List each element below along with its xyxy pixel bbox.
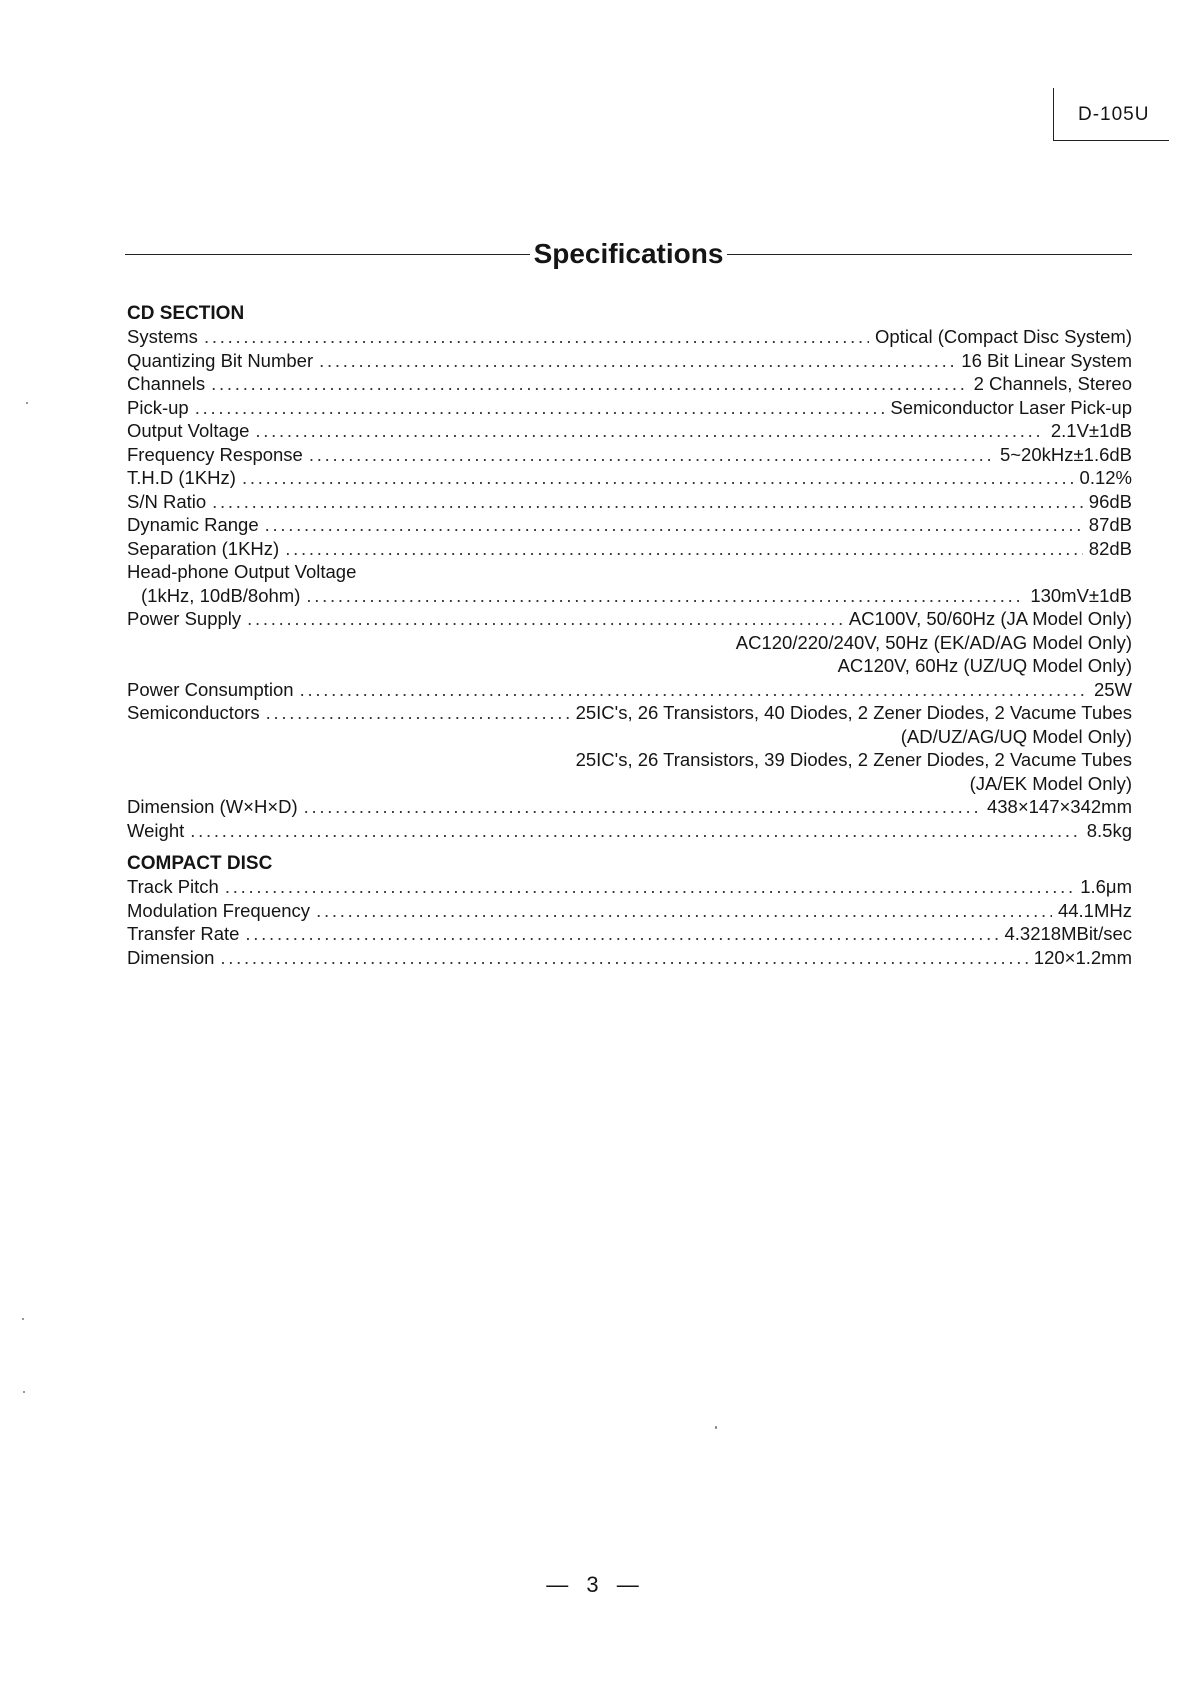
spec-list — [127, 301, 1132, 969]
spec-value: 5~20kHz±1.6dB — [999, 443, 1132, 465]
spec-continuation: 25IC's, 26 Transistors, 39 Diodes, 2 Zener Diodes, 2 Vacume Tubes — [575, 749, 1132, 770]
spec-label: Dimension (W×H×D) — [127, 796, 298, 817]
spec-row-channels — [127, 372, 1132, 396]
dot-leader — [245, 922, 998, 946]
spec-label: Modulation Frequency — [127, 899, 311, 921]
spec-value: 87dB — [1088, 514, 1132, 535]
spec-label: Separation (1KHz) — [127, 537, 280, 559]
spec-continuation: (JA/EK Model Only) — [969, 772, 1132, 794]
spec-row-power-consumption — [127, 678, 1132, 702]
spec-value: 2 Channels, Stereo — [973, 373, 1132, 394]
dot-leader — [265, 513, 1083, 537]
spec-label: Semiconductors — [127, 702, 260, 723]
dot-leader — [242, 466, 1074, 490]
title-rule-right — [727, 254, 1132, 255]
spec-value: Optical (Compact Disc System) — [875, 326, 1132, 347]
spec-row-semiconductors — [127, 701, 1132, 725]
spec-value: Semiconductor Laser Pick-up — [890, 396, 1132, 418]
spec-row-headphone — [127, 584, 1132, 608]
spec-value: 16 Bit Linear System — [961, 349, 1132, 371]
dot-leader — [204, 325, 869, 349]
scan-speck — [715, 1426, 717, 1429]
spec-row-dynamic-range — [127, 513, 1132, 537]
dot-leader — [309, 443, 994, 467]
spec-value: 25W — [1093, 678, 1132, 700]
spec-value: 4.3218MBit/sec — [1004, 923, 1132, 944]
dot-leader — [255, 419, 1044, 443]
spec-value: 82dB — [1088, 537, 1132, 559]
spec-row-transfer-rate — [127, 922, 1132, 946]
scan-speck — [23, 1391, 25, 1393]
dot-leader — [300, 678, 1088, 702]
dot-leader — [319, 349, 955, 373]
dot-leader — [247, 607, 843, 631]
spec-continuation: (AD/UZ/AG/UQ Model Only) — [900, 725, 1132, 747]
spec-label: Power Supply — [127, 608, 242, 629]
spec-label: Transfer Rate — [127, 923, 240, 944]
spec-value: 8.5kg — [1086, 819, 1132, 841]
spec-label: T.H.D (1KHz) — [127, 467, 236, 488]
spec-value: 25IC's, 26 Transistors, 40 Diodes, 2 Zener Diodes, 2 Vacume Tubes — [575, 702, 1132, 723]
spec-row-systems — [127, 325, 1132, 349]
dot-leader — [316, 899, 1052, 923]
dot-leader — [304, 795, 981, 819]
spec-row-headphone-label — [127, 560, 1132, 584]
dot-leader — [212, 490, 1083, 514]
spec-label: Power Consumption — [127, 678, 294, 700]
spec-row-separation — [127, 537, 1132, 561]
spec-row-weight — [127, 819, 1132, 843]
spec-label: S/N Ratio — [127, 490, 207, 512]
spec-value: 96dB — [1088, 490, 1132, 512]
spec-label: Quantizing Bit Number — [127, 349, 314, 371]
spec-label: Track Pitch — [127, 876, 219, 897]
spec-value: 0.12% — [1079, 467, 1132, 488]
spec-label: Dynamic Range — [127, 514, 259, 535]
spec-label: Channels — [127, 373, 206, 394]
spec-continuation: AC120/220/240V, 50Hz (EK/AD/AG Model Only) — [735, 631, 1132, 653]
spec-row-disc-dimension — [127, 946, 1132, 970]
spec-sublabel: (1kHz, 10dB/8ohm) — [141, 584, 301, 606]
spec-row-sn-ratio — [127, 490, 1132, 514]
dot-leader — [190, 819, 1080, 843]
title-rule-left — [125, 254, 530, 255]
spec-label: Frequency Response — [127, 443, 303, 465]
page-title-row — [125, 232, 1132, 276]
dot-leader — [220, 946, 1027, 970]
dot-leader — [225, 875, 1074, 899]
spec-value: AC100V, 50/60Hz (JA Model Only) — [848, 608, 1132, 629]
spec-label: Output Voltage — [127, 420, 250, 441]
spec-row-quantizing — [127, 349, 1132, 373]
dot-leader — [195, 396, 885, 420]
spec-row-track-pitch — [127, 875, 1132, 899]
spec-row-dimension — [127, 795, 1132, 819]
cd-section-heading: CD SECTION — [127, 303, 245, 324]
spec-value: 438×147×342mm — [986, 796, 1132, 817]
spec-label: Dimension — [127, 946, 215, 968]
spec-label: Head-phone Output Voltage — [127, 561, 357, 582]
model-number-box — [1053, 88, 1169, 141]
spec-value: 44.1MHz — [1057, 899, 1132, 921]
spec-label: Weight — [127, 819, 185, 841]
compact-disc-heading: COMPACT DISC — [127, 853, 273, 874]
spec-row-modulation — [127, 899, 1132, 923]
page-title: Specifications — [533, 238, 724, 269]
dot-leader — [306, 584, 1024, 608]
spec-row-output-voltage — [127, 419, 1132, 443]
spec-row-frequency-response — [127, 443, 1132, 467]
spec-value: 1.6μm — [1080, 876, 1132, 897]
spec-label: Pick-up — [127, 396, 189, 418]
spec-value: 2.1V±1dB — [1050, 420, 1132, 441]
spec-label: Systems — [127, 326, 198, 347]
dot-leader — [211, 372, 967, 396]
spec-value: 130mV±1dB — [1030, 584, 1132, 606]
scan-speck — [22, 1318, 24, 1320]
dot-leader — [285, 537, 1083, 561]
spec-row-thd — [127, 466, 1132, 490]
spec-row-pickup — [127, 396, 1132, 420]
section-gap — [127, 842, 1132, 851]
dot-leader — [266, 701, 570, 725]
spec-row-power-supply — [127, 607, 1132, 631]
page-number: — 3 — — [546, 1572, 645, 1597]
model-number: D-105U — [1078, 104, 1150, 125]
scan-speck — [26, 402, 28, 404]
spec-continuation: AC120V, 60Hz (UZ/UQ Model Only) — [837, 655, 1132, 676]
spec-value: 120×1.2mm — [1033, 946, 1132, 968]
